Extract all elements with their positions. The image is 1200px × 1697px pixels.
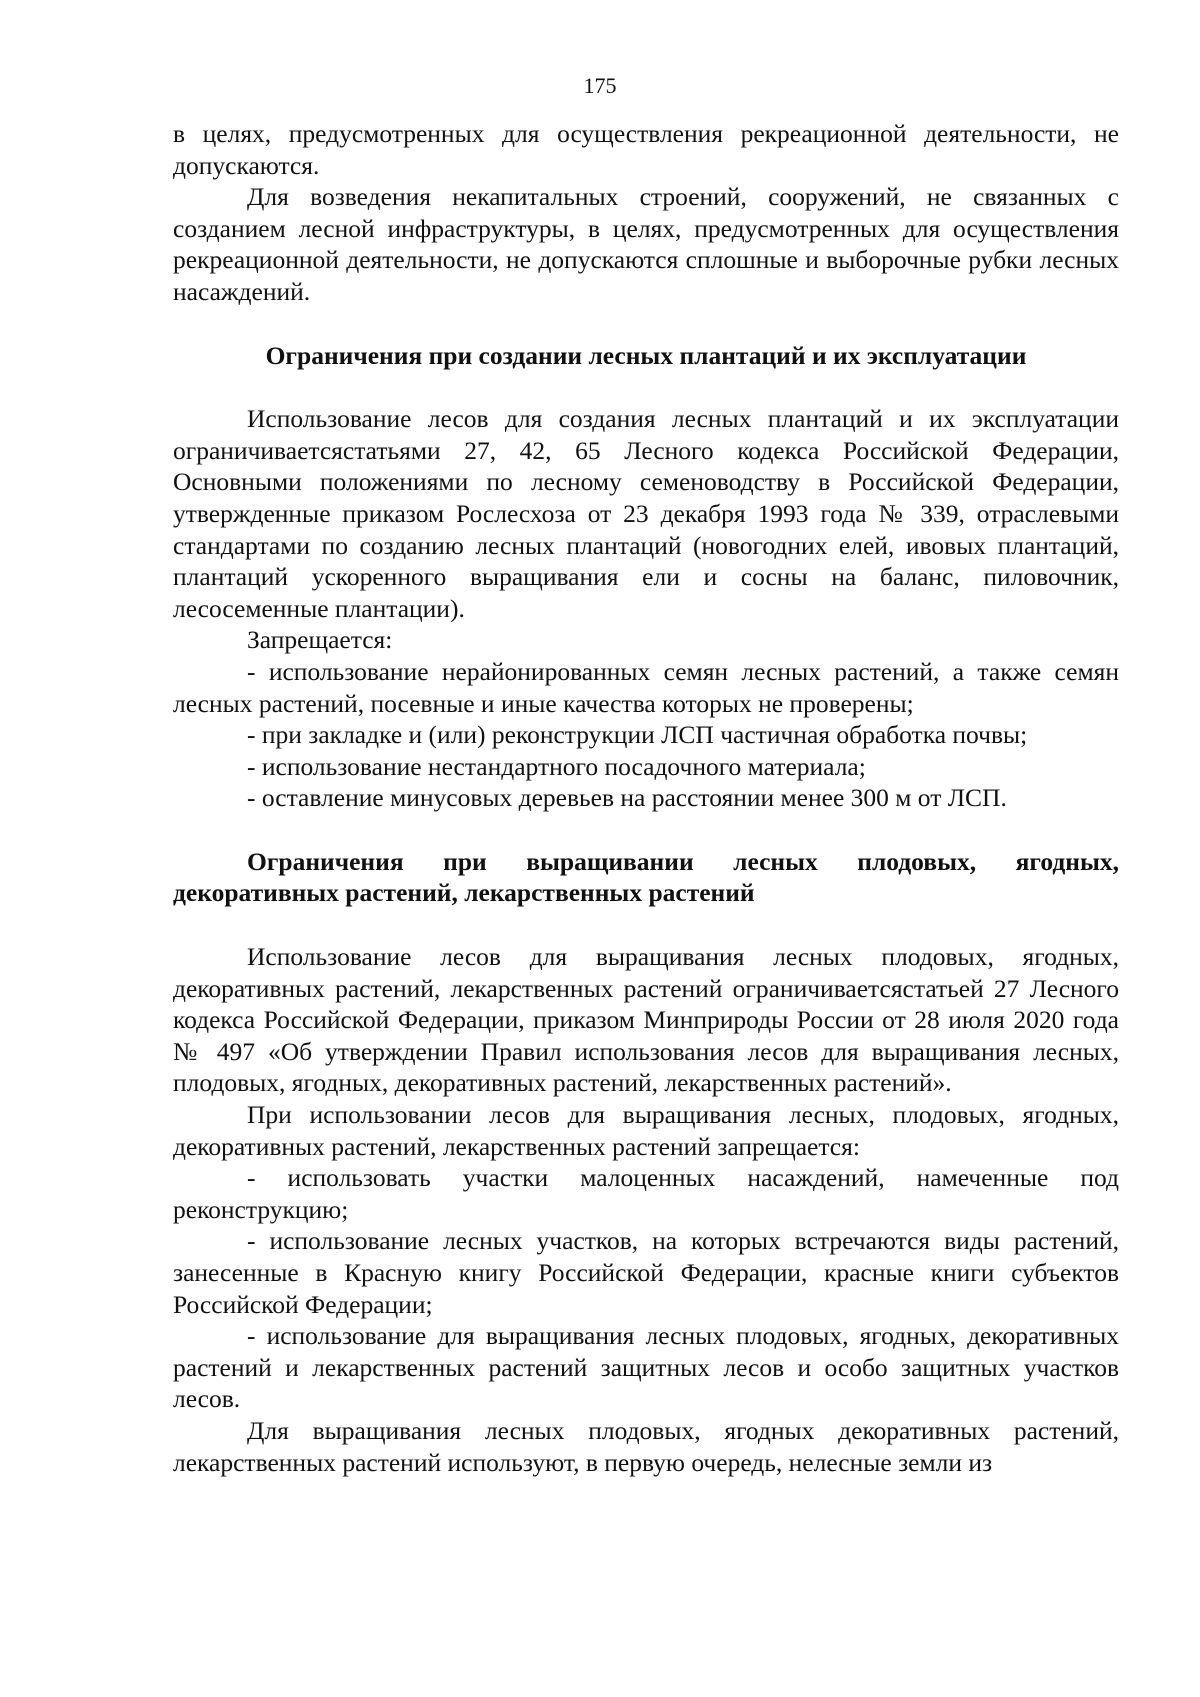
list-item-paragraph: - использовать участки малоценных насаждений, намеченные под реконструкцию;: [173, 1163, 1119, 1224]
section-spacer: [173, 909, 1119, 941]
section-spacer: [173, 371, 1119, 403]
list-item-paragraph: - использование нерайонированных семян лесных растений, а также семян лесных растений, посевные и иные качества которых не проверены;: [173, 656, 1119, 718]
list-item-paragraph: - при закладке и (или) реконструкции ЛСП частичная обработка почвы;: [247, 720, 1028, 750]
list-item-paragraph: - использование для выращивания лесных плодовых, ягодных, декоративных растений и лекарственных растений защитных лесов и особо защитных участков лесов.: [173, 1321, 1119, 1414]
body-paragraph: Для возведения некапитальных строений, сооружений, не связанных с созданием лесной инфраструктуры, в целях, предусмотренных для осуществления рекреационной деятельности, не допускаются сплошные и выборочные рубки лесных насаждений.: [173, 182, 1119, 306]
body-paragraph: в целях, предусмотренных для осуществления рекреационной деятельности, не допускаются.: [173, 119, 1119, 180]
document-body: [173, 118, 1119, 1478]
body-paragraph: Использование лесов для выращивания лесных плодовых, ягодных, декоративных растений, лекарственных растений ограничиваетсястатьей 27 Лесного кодекса Российской Федерации, приказом Минприроды России от 28 июля 2020 года № 497 «Об утверждении Правил использования лесов для выращивания лесных, плодовых, ягодных, декоративных растений, лекарственных растений».: [173, 942, 1119, 1098]
list-item-paragraph: - использование лесных участков, на которых встречаются виды растений, занесенные в Красную книгу Российской Федерации, красные книги субъектов Российской Федерации;: [173, 1226, 1119, 1319]
section-spacer: [173, 308, 1119, 340]
section-spacer: [173, 814, 1119, 846]
body-paragraph: Использование лесов для создания лесных плантаций и их эксплуатации ограничиваетсястатьями 27, 42, 65 Лесного кодекса Российской Федерации, Основными положениями по лесному семеноводству в Российской Федерации, утвержденные приказом Рослесхоза от 23 декабря 1993 года № 339, отраслевыми стандартами по созданию лесных плантаций (новогодних елей, ивовых плантаций, плантаций ускоренного выращивания ели и сосны на баланс, пиловочник, лесосеменные плантации).: [173, 404, 1119, 623]
body-paragraph: Запрещается:: [247, 625, 393, 655]
list-item-paragraph: - оставление минусовых деревьев на расстоянии менее 300 м от ЛСП.: [247, 783, 1007, 813]
page-number: 175: [583, 73, 617, 98]
body-paragraph: Для выращивания лесных плодовых, ягодных декоративных растений, лекарственных растений используют, в первую очередь, нелесные земли из: [173, 1415, 1119, 1477]
section-heading: Ограничения при выращивании лесных плодовых, ягодных, декоративных растений, лекарственных растений: [173, 846, 1119, 908]
list-item-paragraph: - использование нестандартного посадочного материала;: [247, 751, 866, 781]
body-paragraph: При использовании лесов для выращивания лесных, плодовых, ягодных, декоративных растений, лекарственных растений запрещается:: [173, 1100, 1119, 1161]
section-heading: Ограничения при создании лесных плантаций и их эксплуатации: [265, 340, 1027, 370]
